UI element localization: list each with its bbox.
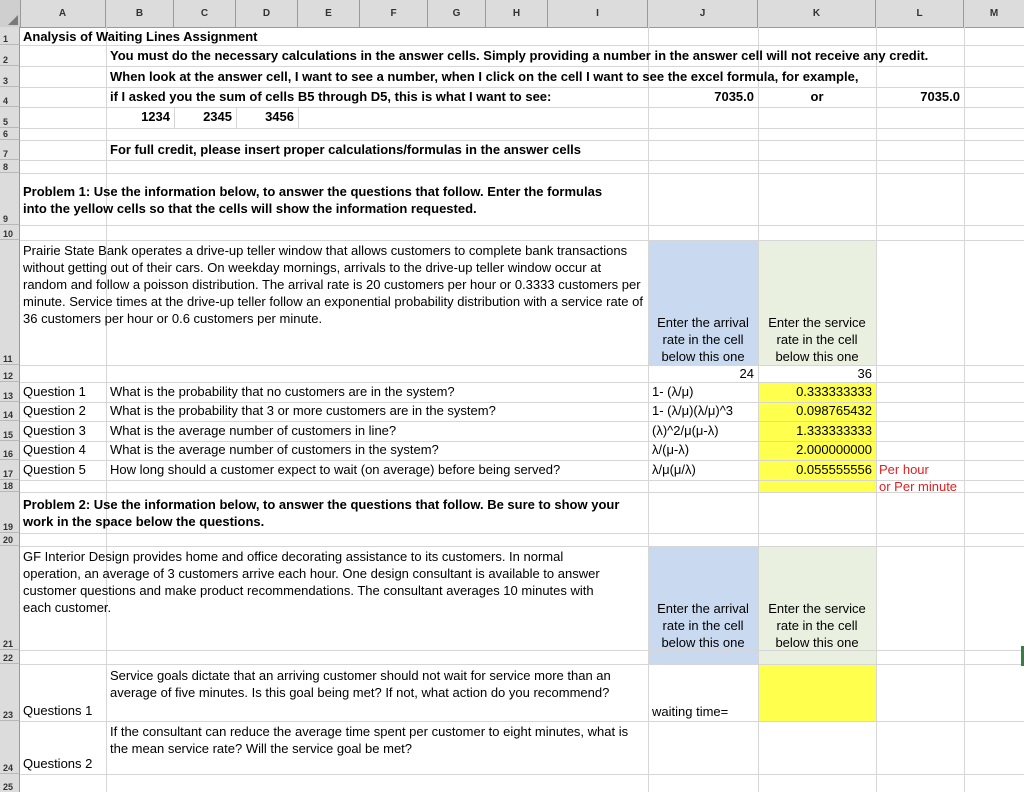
row-header-4[interactable]: 4 (0, 87, 20, 107)
example-value-1[interactable]: 7035.0 (714, 89, 754, 104)
row-header-14[interactable]: 14 (0, 402, 20, 421)
question-4-formula[interactable]: λ/(μ-λ) (652, 442, 690, 457)
full-credit-note[interactable]: For full credit, please insert proper calculations/formulas in the answer cells (110, 142, 582, 157)
question-1-answer[interactable]: 0.333333333 (796, 384, 872, 399)
row-header-24[interactable]: 24 (0, 721, 20, 774)
question-2-answer[interactable]: 0.098765432 (796, 403, 872, 418)
col-header-k[interactable]: K (758, 0, 876, 27)
row-header-1[interactable]: 1 (0, 27, 20, 45)
question-2-formula[interactable]: 1- (λ/μ)(λ/μ)^3 (652, 403, 734, 418)
questions-2-label[interactable]: Questions 2 (23, 756, 93, 771)
col-header-g[interactable]: G (428, 0, 486, 27)
instruction-line-2[interactable]: When look at the answer cell, I want to see a number, when I click on the cell I want to see the excel formula, for example, (110, 69, 859, 84)
example-or[interactable]: or (810, 89, 824, 104)
example-value-2[interactable]: 7035.0 (920, 89, 960, 104)
question-2-text[interactable]: What is the probability that 3 or more customers are in the system? (110, 403, 496, 418)
question-5-text[interactable]: How long should a customer expect to wait (on average) before being served? (110, 462, 561, 477)
col-header-c[interactable]: C (174, 0, 236, 27)
instruction-line-3[interactable]: if I asked you the sum of cells B5 through D5, this is what I want to see: (110, 89, 552, 104)
row-header-5[interactable]: 5 (0, 107, 20, 128)
row-header-22[interactable]: 22 (0, 650, 20, 664)
p1-service-rate-label[interactable]: Enter the service rate in the cell below this one (768, 315, 866, 364)
col-header-l[interactable]: L (876, 0, 964, 27)
p1-arrival-rate-label[interactable]: Enter the arrival rate in the cell below this one (657, 315, 749, 364)
question-1-text[interactable]: What is the probability that no customers are in the system? (110, 384, 455, 399)
question-4-answer[interactable]: 2.000000000 (796, 442, 872, 457)
question-1-formula[interactable]: 1- (λ/μ) (652, 384, 694, 399)
row-header-25[interactable]: 25 (0, 774, 20, 792)
question-2-label[interactable]: Question 2 (23, 403, 86, 418)
questions-2-text[interactable]: If the consultant can reduce the average time spent per customer to eight minutes, what is the mean service rate? Will the service goal be met? (110, 724, 629, 756)
waiting-time-label[interactable]: waiting time= (652, 704, 729, 719)
problem1-heading[interactable]: Problem 1: Use the information below, to answer the questions that follow. Enter the formulas into the yellow cells so that the cells will show the information requested. (23, 184, 603, 216)
question-5-answer[interactable]: 0.055555556 (796, 462, 872, 477)
questions-1-label[interactable]: Questions 1 (23, 703, 93, 718)
col-header-a[interactable]: A (20, 0, 106, 27)
row-header-20[interactable]: 20 (0, 533, 20, 546)
assignment-title[interactable]: Analysis of Waiting Lines Assignment (23, 29, 258, 44)
unit-note-per-hour[interactable]: Per hour (879, 462, 929, 477)
col-header-b[interactable]: B (106, 0, 174, 27)
question-5-label[interactable]: Question 5 (23, 462, 86, 477)
col-header-i[interactable]: I (548, 0, 648, 27)
row-header-3[interactable]: 3 (0, 66, 20, 87)
row-header-9[interactable]: 9 (0, 173, 20, 225)
col-header-f[interactable]: F (360, 0, 428, 27)
row-header-12[interactable]: 12 (0, 365, 20, 382)
row-header-11[interactable]: 11 (0, 240, 20, 365)
question-1-label[interactable]: Question 1 (23, 384, 86, 399)
p2-arrival-rate-label[interactable]: Enter the arrival rate in the cell below this one (657, 601, 749, 650)
instruction-line-1[interactable]: You must do the necessary calculations in the answer cells. Simply providing a number in the answer cell will not receive any credit. (110, 48, 929, 63)
column-header-row (0, 0, 1024, 28)
cell-b5[interactable]: 1234 (141, 109, 170, 124)
question-3-formula[interactable]: (λ)^2/μ(μ-λ) (652, 423, 719, 438)
row-header-23[interactable]: 23 (0, 664, 20, 721)
col-header-d[interactable]: D (236, 0, 298, 27)
problem2-description[interactable]: GF Interior Design provides home and office decorating assistance to its customers. In normal operation, an average of 3 customers arrive each hour. One design consultant is available to answer customer questions and make product recommendations. The consultant averages 10 minutes with each customer. (23, 549, 600, 615)
row-header-8[interactable]: 8 (0, 160, 20, 173)
row-header-15[interactable]: 15 (0, 421, 20, 441)
row-header-10[interactable]: 10 (0, 225, 20, 240)
question-4-text[interactable]: What is the average number of customers in the system? (110, 442, 439, 457)
col-header-m[interactable]: M (989, 8, 999, 19)
p2-answer-cell[interactable] (758, 664, 876, 721)
row-header-21[interactable]: 21 (0, 546, 20, 650)
cell-d5[interactable]: 3456 (265, 109, 294, 124)
row-header-17[interactable]: 17 (0, 460, 20, 480)
p1-arrival-rate-value[interactable]: 24 (739, 366, 754, 381)
p1-service-rate-value[interactable]: 36 (857, 366, 872, 381)
cell-c5[interactable]: 2345 (203, 109, 232, 124)
question-3-answer[interactable]: 1.333333333 (796, 423, 872, 438)
problem1-description[interactable]: Prairie State Bank operates a drive-up teller window that allows customers to complete bank transactions without getting out of their cars. On weekday mornings, arrivals to the drive-up teller window occur at random and follow a poisson distribution. The arrival rate is 20 customers per hour or 0.3333 customers per minute. Service times at the drive-up teller follow an exponential probability distribution with a service rate of 36 customers per hour or 0.6 customers per minute. (23, 243, 643, 326)
question-5-formula[interactable]: λ/μ(μ/λ) (652, 462, 696, 477)
row-header-2[interactable]: 2 (0, 45, 20, 66)
question-3-label[interactable]: Question 3 (23, 423, 86, 438)
col-header-h[interactable]: H (486, 0, 548, 27)
question-3-text[interactable]: What is the average number of customers in line? (110, 423, 397, 438)
row-header-13[interactable]: 13 (0, 382, 20, 402)
row-header-18[interactable]: 18 (0, 480, 20, 492)
select-all-corner[interactable] (0, 0, 21, 27)
col-header-e[interactable]: E (298, 0, 360, 27)
col-header-j[interactable]: J (648, 0, 758, 27)
row-header-6[interactable]: 6 (0, 128, 20, 140)
row-header-7[interactable]: 7 (0, 140, 20, 160)
unit-note-per-minute[interactable]: or Per minute (879, 479, 958, 494)
p2-service-rate-label[interactable]: Enter the service rate in the cell below this one (768, 601, 866, 650)
row-header-19[interactable]: 19 (0, 492, 20, 533)
question-4-label[interactable]: Question 4 (23, 442, 86, 457)
row-header-16[interactable]: 16 (0, 441, 20, 460)
questions-1-text[interactable]: Service goals dictate that an arriving customer should not wait for service more than an average of five minutes. Is this goal being met? If not, what action do you recommend? (110, 668, 611, 700)
problem2-heading[interactable]: Problem 2: Use the information below, to answer the questions that follow. Be sure to show your work in the space below the questions. (23, 497, 620, 529)
